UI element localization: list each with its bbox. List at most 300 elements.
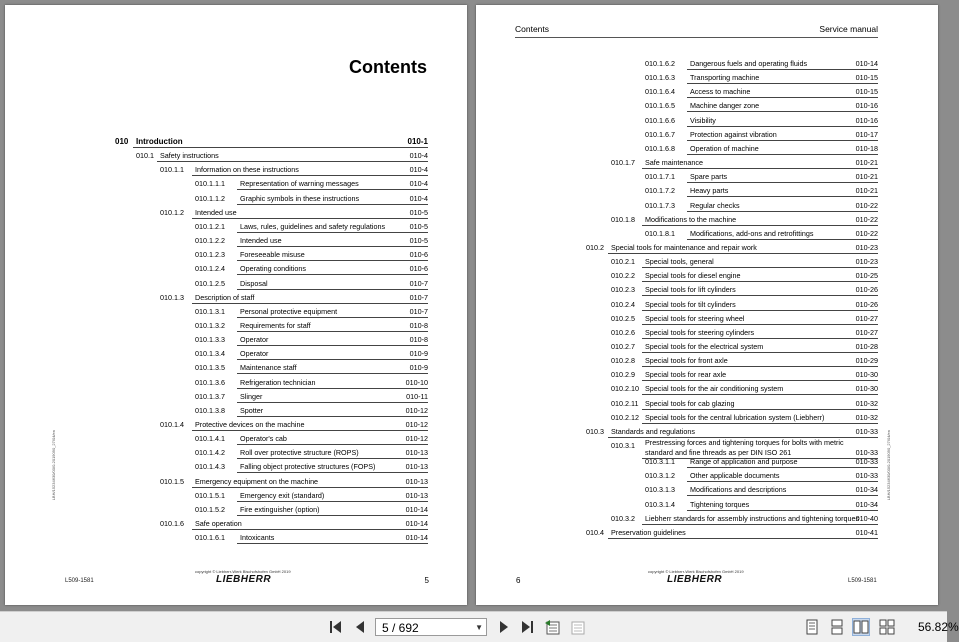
toc-entry[interactable] — [195, 220, 428, 233]
toc-entry[interactable] — [195, 248, 428, 261]
toc-entry-rule — [192, 430, 428, 431]
toc-entry-number: 010.2.2 — [611, 271, 635, 281]
toc-entry-rule — [192, 175, 428, 176]
liebherr-logo: LIEBHERR — [667, 574, 723, 585]
toc-entry[interactable] — [645, 128, 878, 141]
toc-entry-title: Operation of machine — [690, 143, 759, 153]
toc-entry-title: Operator — [240, 335, 269, 345]
toc-entry-page: 010-6 — [409, 264, 428, 274]
copyright-notice: copyright © Liebherr-Werk Bischofshofen GmbH 2019 — [648, 569, 744, 574]
toc-entry-title: Intoxicants — [240, 533, 275, 543]
toc-entry[interactable] — [160, 418, 428, 431]
toc-entry-rule — [237, 359, 428, 360]
toc-entry-rule — [237, 232, 428, 233]
toc-entry-number: 010.1.2.3 — [195, 250, 225, 260]
toc-entry-title: Special tools for cab glazing — [645, 398, 735, 408]
toc-entry-title: Special tools for maintenance and repair work — [611, 242, 757, 252]
toc-entry-title: Intended use — [240, 236, 282, 246]
toc-entry-number: 010.1.6.2 — [645, 59, 675, 68]
toc-entry-title: Falling object protective structures (FOPS) — [240, 462, 376, 472]
toc-entry-number: 010.1.3.2 — [195, 320, 225, 330]
toc-entry-number: 010.2.1 — [611, 257, 635, 267]
last-page-icon[interactable] — [518, 618, 536, 636]
toc-entry-title: Introduction — [136, 137, 183, 146]
toc-entry-rule — [687, 182, 878, 183]
toc-entry-number: 010.1 — [136, 151, 154, 161]
document-page-right — [476, 5, 938, 605]
toc-entry-page: 010-26 — [855, 285, 878, 295]
toc-entry[interactable] — [195, 460, 428, 473]
continuous-view-icon[interactable] — [828, 618, 846, 636]
toc-entry[interactable] — [136, 149, 428, 162]
toc-entry-number: 010.1.5.2 — [195, 504, 225, 514]
toc-entry-number: 010.2.3 — [611, 285, 635, 295]
toc-entry-page: 010-12 — [405, 405, 428, 415]
toc-entry-page: 010-22 — [855, 200, 878, 210]
toc-entry-title: Information on these instructions — [195, 165, 299, 175]
toc-entry[interactable] — [645, 227, 878, 240]
toc-entry-title: Special tools for steering wheel — [645, 313, 745, 323]
toc-entry-page: 010-10 — [405, 377, 428, 387]
toc-entry-page: 010-4 — [409, 193, 428, 203]
page-number: 5 — [424, 576, 429, 585]
toc-entry-number: 010.1.7 — [611, 158, 635, 168]
toc-entry-rule — [192, 529, 428, 530]
toc-entry-rule — [687, 481, 878, 482]
toc-entry-rule — [642, 281, 878, 282]
toc-entry-title: Representation of warning messages — [240, 179, 359, 189]
toc-entry-page: 010-22 — [855, 228, 878, 238]
toc-entry[interactable] — [160, 475, 428, 488]
toc-entry-page: 010-25 — [855, 271, 878, 281]
toc-entry-page: 010-28 — [855, 342, 878, 351]
toc-entry-page: 010-1 — [407, 137, 428, 146]
toc-entry[interactable] — [195, 234, 428, 247]
toc-entry-number: 010.2.9 — [611, 370, 635, 380]
toc-entry-page: 010-18 — [855, 143, 878, 153]
next-page-icon[interactable] — [495, 618, 513, 636]
toc-entry[interactable] — [611, 213, 878, 226]
toc-entry-number: 010.1.4.2 — [195, 448, 225, 458]
toc-entry-page: 010-4 — [409, 165, 428, 175]
toc-entry-number: 010.1.6.4 — [645, 87, 675, 97]
toc-entry-number: 010.1.7.1 — [645, 172, 675, 182]
toc-entry-number: 010.1.6.8 — [645, 143, 675, 153]
toc-entry[interactable] — [645, 71, 878, 84]
toc-entry-title: Modifications, add-ons and retrofittings — [690, 228, 814, 238]
toc-entry[interactable] — [645, 85, 878, 98]
toc-entry-rule — [608, 253, 878, 254]
toc-entry-number: 010.3.2 — [611, 513, 635, 523]
toc-entry-page: 010-13 — [405, 448, 428, 458]
toc-entry-title: Liebherr standards for assembly instructions and tightening torques — [645, 513, 860, 523]
toc-entry-title: Machine danger zone — [690, 101, 760, 111]
toc-entry[interactable] — [195, 376, 428, 389]
toc-entry-number: 010.1.4.3 — [195, 462, 225, 472]
toc-entry-title: Graphic symbols in these instructions — [240, 193, 360, 203]
toc-entry[interactable] — [611, 354, 878, 367]
toc-entry-rule — [237, 331, 428, 332]
toc-entry-title-continued: standard and fine threads as per DIN ISO 261 — [645, 448, 792, 458]
toc-entry-page: 010-4 — [409, 151, 428, 161]
previous-page-icon[interactable] — [351, 618, 369, 636]
toc-entry-page: 010-21 — [855, 158, 878, 168]
chevron-down-icon[interactable]: ▼ — [475, 623, 483, 632]
toc-entry-number: 010 — [115, 137, 129, 146]
toc-entry-rule — [237, 472, 428, 473]
toc-entry[interactable] — [195, 404, 428, 417]
side-code: LBH/15234630/00/0-2019090_27/04/en — [886, 430, 891, 501]
toc-entry[interactable] — [645, 199, 878, 212]
toc-entry-page: 010-40 — [855, 513, 878, 523]
toc-entry-number: 010.3.1 — [611, 441, 635, 451]
two-page-continuous-view-icon[interactable] — [878, 618, 896, 636]
toc-entry-page: 010-11 — [406, 391, 428, 401]
toc-entry-rule — [687, 211, 878, 212]
toc-entry-rule — [642, 352, 878, 353]
toc-entry[interactable] — [160, 291, 428, 304]
copyright-notice: copyright © Liebherr-Werk Bischofshofen GmbH 2019 — [195, 569, 291, 574]
toc-entry-rule — [642, 524, 878, 525]
toc-entry-number: 010.2.5 — [611, 313, 635, 323]
zoom-level[interactable]: 56.82% — [918, 620, 959, 634]
toc-entry-title: Emergency equipment on the machine — [195, 476, 319, 486]
toc-entry-title: Spotter — [240, 405, 264, 415]
toc-entry-page: 010-5 — [409, 236, 428, 246]
toc-entry-rule — [237, 345, 428, 346]
toc-entry-number: 010.1.2.1 — [195, 221, 225, 231]
toc-entry-page: 010-33 — [855, 426, 878, 436]
toc-entry[interactable] — [586, 526, 878, 539]
running-header-right: Service manual — [819, 24, 878, 34]
toc-entry-number: 010.3.1.4 — [645, 499, 675, 509]
toc-entry-title: Foreseeable misuse — [240, 250, 305, 260]
toc-entry-title: Special tools, general — [645, 257, 714, 267]
toc-entry[interactable] — [195, 262, 428, 275]
toc-entry-title: Special tools for the central lubrication system (Liebherr) — [645, 412, 825, 422]
toc-entry-number: 010.1.3.7 — [195, 391, 225, 401]
toc-entry-page: 010-33 — [855, 457, 878, 467]
toc-entry[interactable] — [195, 390, 428, 403]
toc-entry[interactable] — [645, 184, 878, 197]
toc-entry-title: Special tools for front axle — [645, 356, 728, 366]
toc-entry-number: 010.3.1.1 — [645, 457, 675, 467]
toc-entry[interactable] — [586, 241, 878, 254]
toc-entry-number: 010.1.7.2 — [645, 186, 675, 196]
toc-entry-title: Special tools for lift cylinders — [645, 285, 736, 295]
toc-entry[interactable] — [611, 397, 878, 410]
toc-entry-rule — [687, 126, 878, 127]
toc-entry[interactable] — [611, 156, 878, 169]
toc-entry-page: 010-41 — [855, 527, 878, 537]
toc-entry-rule — [237, 388, 428, 389]
two-page-view-icon[interactable] — [852, 618, 870, 636]
toc-entry-title: Special tools for tilt cylinders — [645, 299, 736, 309]
toc-entry-page: 010-13 — [405, 490, 428, 500]
toc-entry-page: 010-15 — [855, 87, 878, 97]
toc-entry-title: Safety instructions — [160, 151, 219, 161]
toc-entry-rule — [237, 501, 428, 502]
toc-entry[interactable] — [195, 531, 428, 544]
toc-entry-rule — [642, 324, 878, 325]
toc-entry-rule — [687, 97, 878, 98]
toc-entry-title: Modifications and descriptions — [690, 485, 787, 495]
toc-entry-page: 010-29 — [855, 356, 878, 366]
toc-entry[interactable] — [195, 333, 428, 346]
toc-entry-rule — [642, 310, 878, 311]
toc-entry-number: 010.1.6.6 — [645, 115, 675, 125]
toc-entry[interactable] — [611, 269, 878, 282]
toc-entry-page: 010-5 — [409, 221, 428, 231]
toc-entry-number: 010.1.2.4 — [195, 264, 225, 274]
document-page-left — [5, 5, 467, 605]
toc-entry[interactable] — [611, 340, 878, 353]
toc-entry-title: Roll over protective structure (ROPS) — [240, 448, 359, 458]
toc-entry-number: 010.1.4.1 — [195, 434, 225, 444]
toc-entry-page: 010-5 — [409, 207, 428, 217]
page-title: Contents — [349, 57, 427, 77]
toc-entry-number: 010.2.11 — [611, 398, 639, 408]
toc-entry-number: 010.1.3.6 — [195, 377, 225, 387]
toc-entry-number: 010.2.7 — [611, 342, 635, 351]
toc-entry-number: 010.1.6.5 — [645, 101, 675, 111]
toc-entry-rule — [687, 495, 878, 496]
toc-entry[interactable] — [645, 483, 878, 496]
single-page-view-icon[interactable] — [803, 618, 821, 636]
go-back-view-icon[interactable] — [544, 618, 562, 636]
toc-entry-title: Safe operation — [195, 519, 242, 529]
toc-entry-number: 010.3 — [586, 426, 604, 436]
toc-entry-page: 010-7 — [409, 292, 428, 302]
page-number: 6 — [516, 576, 521, 585]
toc-entry-page: 010-14 — [405, 504, 428, 514]
toc-entry[interactable] — [115, 135, 428, 148]
toc-entry-page: 010-26 — [855, 299, 878, 309]
toc-entry-rule — [642, 267, 878, 268]
toc-entry-number: 010.1.6.1 — [195, 533, 225, 543]
running-header-left: Contents — [515, 24, 550, 34]
toc-entry-rule — [642, 409, 878, 410]
toc-entry-page: 010-22 — [855, 214, 878, 224]
toc-entry-number: 010.2.6 — [611, 327, 635, 337]
toc-entry-page: 010-32 — [855, 412, 878, 422]
toc-entry-number: 010.2.12 — [611, 412, 639, 422]
toc-entry-rule — [237, 416, 428, 417]
toc-entry[interactable] — [645, 469, 878, 482]
toc-entry-page: 010-21 — [855, 186, 878, 196]
toc-entry-rule — [687, 140, 878, 141]
toc-entry-title: Preservation guidelines — [611, 527, 686, 537]
toc-entry[interactable] — [611, 382, 878, 395]
toc-entry[interactable] — [195, 347, 428, 360]
toc-entry-rule — [237, 515, 428, 516]
toc-entry-page: 010-7 — [409, 306, 428, 316]
toc-entry-title: Fire extinguisher (option) — [240, 504, 320, 514]
toc-entry-rule — [642, 394, 878, 395]
toc-entry[interactable] — [645, 455, 878, 468]
toc-entry-rule — [687, 196, 878, 197]
toc-entry-rule — [237, 444, 428, 445]
toc-entry[interactable] — [195, 319, 428, 332]
toc-entry-rule — [133, 147, 428, 148]
toc-entry[interactable] — [195, 192, 428, 205]
toc-entry-rule — [237, 402, 428, 403]
toc-entry-rule — [642, 423, 878, 424]
toc-entry-page: 010-14 — [405, 519, 428, 529]
toc-entry-title: Safe maintenance — [645, 158, 703, 168]
toc-entry-number: 010.1.3.8 — [195, 405, 225, 415]
toc-entry-number: 010.1.6.7 — [645, 129, 675, 139]
toc-entry[interactable] — [160, 517, 428, 530]
toc-entry-title: Protection against vibration — [690, 129, 777, 139]
toc-entry-title: Requirements for staff — [240, 320, 311, 330]
toc-entry-rule — [237, 543, 428, 544]
toc-entry[interactable] — [645, 170, 878, 183]
toc-entry[interactable] — [645, 114, 878, 127]
toc-entry[interactable] — [611, 368, 878, 381]
toc-entry-rule — [192, 218, 428, 219]
toc-entry[interactable] — [195, 177, 428, 190]
toc-entry[interactable] — [611, 255, 878, 268]
toc-entry-page: 010-13 — [405, 462, 428, 472]
toc-entry-title: Special tools for the air conditioning system — [645, 384, 784, 394]
toc-entry-rule — [687, 467, 878, 468]
toc-entry-number: 010.3.1.3 — [645, 485, 675, 495]
toc-entry-page: 010-33 — [855, 448, 878, 458]
toc-entry-title: Transporting machine — [690, 73, 760, 83]
toc-entry[interactable] — [645, 142, 878, 155]
toc-entry-page: 010-32 — [855, 398, 878, 408]
toc-entry-title: Spare parts — [690, 172, 728, 182]
toc-entry-number: 010.1.3.1 — [195, 306, 225, 316]
toc-entry-title: Special tools for steering cylinders — [645, 327, 755, 337]
toc-entry-page: 010-33 — [855, 471, 878, 481]
viewer-toolbar — [0, 611, 959, 642]
toc-entry-rule — [642, 168, 878, 169]
toc-entry-page: 010-4 — [409, 179, 428, 189]
page-number-field[interactable] — [375, 618, 487, 636]
toc-entry[interactable] — [611, 411, 878, 424]
toc-entry-number: 010.1.8 — [611, 214, 635, 224]
toc-entry[interactable] — [195, 503, 428, 516]
toc-entry[interactable] — [645, 99, 878, 112]
toc-entry[interactable] — [195, 361, 428, 374]
toc-entry-page: 010-30 — [855, 384, 878, 394]
toc-entry-number: 010.1.3 — [160, 292, 184, 302]
toc-entry[interactable] — [645, 57, 878, 70]
toc-entry[interactable] — [611, 326, 878, 339]
header-rule — [515, 37, 878, 38]
footer-code: L509-1581 — [848, 578, 877, 584]
toc-entry-rule — [687, 510, 878, 511]
toc-entry-number: 010.1.5 — [160, 476, 184, 486]
toc-entry-rule — [642, 295, 878, 296]
toc-entry-rule — [642, 225, 878, 226]
toc-entry-rule — [237, 274, 428, 275]
toc-entry-title: Modifications to the machine — [645, 214, 737, 224]
toc-entry[interactable] — [611, 512, 878, 525]
footer-code: L509-1581 — [65, 578, 94, 584]
toc-entry-title: Personal protective equipment — [240, 306, 338, 316]
toc-entry[interactable] — [195, 277, 428, 290]
toc-entry-title: Disposal — [240, 278, 268, 288]
toc-entry[interactable] — [160, 206, 428, 219]
toc-entry-title: Standards and regulations — [611, 426, 695, 436]
toc-entry-number: 010.2 — [586, 242, 604, 252]
toc-entry-title: Refrigeration technician — [240, 377, 316, 387]
toc-entry[interactable] — [195, 446, 428, 459]
toc-entry-number: 010.1.1.2 — [195, 193, 225, 203]
liebherr-logo: LIEBHERR — [216, 574, 272, 585]
toc-entry[interactable] — [195, 489, 428, 502]
toc-entry-number: 010.2.10 — [611, 384, 639, 394]
toc-entry-rule — [237, 204, 428, 205]
toc-entry[interactable] — [611, 298, 878, 311]
toc-entry-number: 010.1.6 — [160, 519, 184, 529]
toc-entry-number: 010.1.1.1 — [195, 179, 225, 189]
toc-entry[interactable] — [195, 305, 428, 318]
toc-entry-page: 010-15 — [855, 73, 878, 83]
toc-entry-rule — [642, 338, 878, 339]
toc-entry-title: Special tools for rear axle — [645, 370, 727, 380]
toc-entry[interactable] — [195, 432, 428, 445]
toc-entry-number: 010.1.3.5 — [195, 363, 225, 373]
go-forward-view-icon[interactable] — [569, 618, 587, 636]
toc-entry-page: 010-30 — [855, 370, 878, 380]
toc-entry-page: 010-12 — [405, 434, 428, 444]
toc-entry-title: Operating conditions — [240, 264, 306, 274]
toc-entry[interactable] — [160, 163, 428, 176]
toc-entry-number: 010.1.5.1 — [195, 490, 225, 500]
toc-entry-page: 010-21 — [855, 172, 878, 182]
toc-entry-title: Visibility — [690, 115, 716, 125]
toc-entry-rule — [687, 154, 878, 155]
toc-entry-page: 010-16 — [855, 115, 878, 125]
toc-entry-number: 010.1.2 — [160, 207, 184, 217]
toc-entry-title: Regular checks — [690, 200, 740, 210]
toc-entry-rule — [642, 380, 878, 381]
toc-entry-number: 010.1.2.2 — [195, 236, 225, 246]
toc-entry-page: 010-9 — [409, 363, 428, 373]
toc-entry-number: 010.1.1 — [160, 165, 184, 175]
toc-entry[interactable] — [645, 498, 878, 511]
toc-entry-rule — [608, 538, 878, 539]
toc-entry-title: Tightening torques — [690, 499, 750, 509]
toc-entry-title: Special tools for diesel engine — [645, 271, 741, 281]
toc-entry-page: 010-34 — [855, 499, 878, 509]
toc-entry-rule — [237, 458, 428, 459]
toc-entry-page: 010-27 — [855, 327, 878, 337]
toc-entry-page: 010-27 — [855, 313, 878, 323]
toc-entry-rule — [237, 289, 428, 290]
toc-entry-rule — [157, 161, 428, 162]
toc-entry-number: 010.2.4 — [611, 299, 635, 309]
first-page-icon[interactable] — [327, 618, 345, 636]
toc-entry-number: 010.4 — [586, 527, 604, 537]
toc-entry[interactable] — [611, 312, 878, 325]
toc-entry-rule — [687, 239, 878, 240]
toc-entry-page: 010-14 — [405, 533, 428, 543]
toc-entry-page: 010-23 — [855, 242, 878, 252]
page-field-value: 5 / 692 — [382, 621, 419, 635]
toc-entry-number: 010.1.7.3 — [645, 200, 675, 210]
toc-entry-number: 010.2.8 — [611, 356, 635, 366]
toc-entry-page: 010-6 — [409, 250, 428, 260]
toc-entry-title: Operator — [240, 349, 269, 359]
toc-entry-title: Slinger — [240, 391, 263, 401]
toc-entry[interactable] — [611, 283, 878, 296]
toc-entry-number: 010.1.8.1 — [645, 228, 675, 238]
